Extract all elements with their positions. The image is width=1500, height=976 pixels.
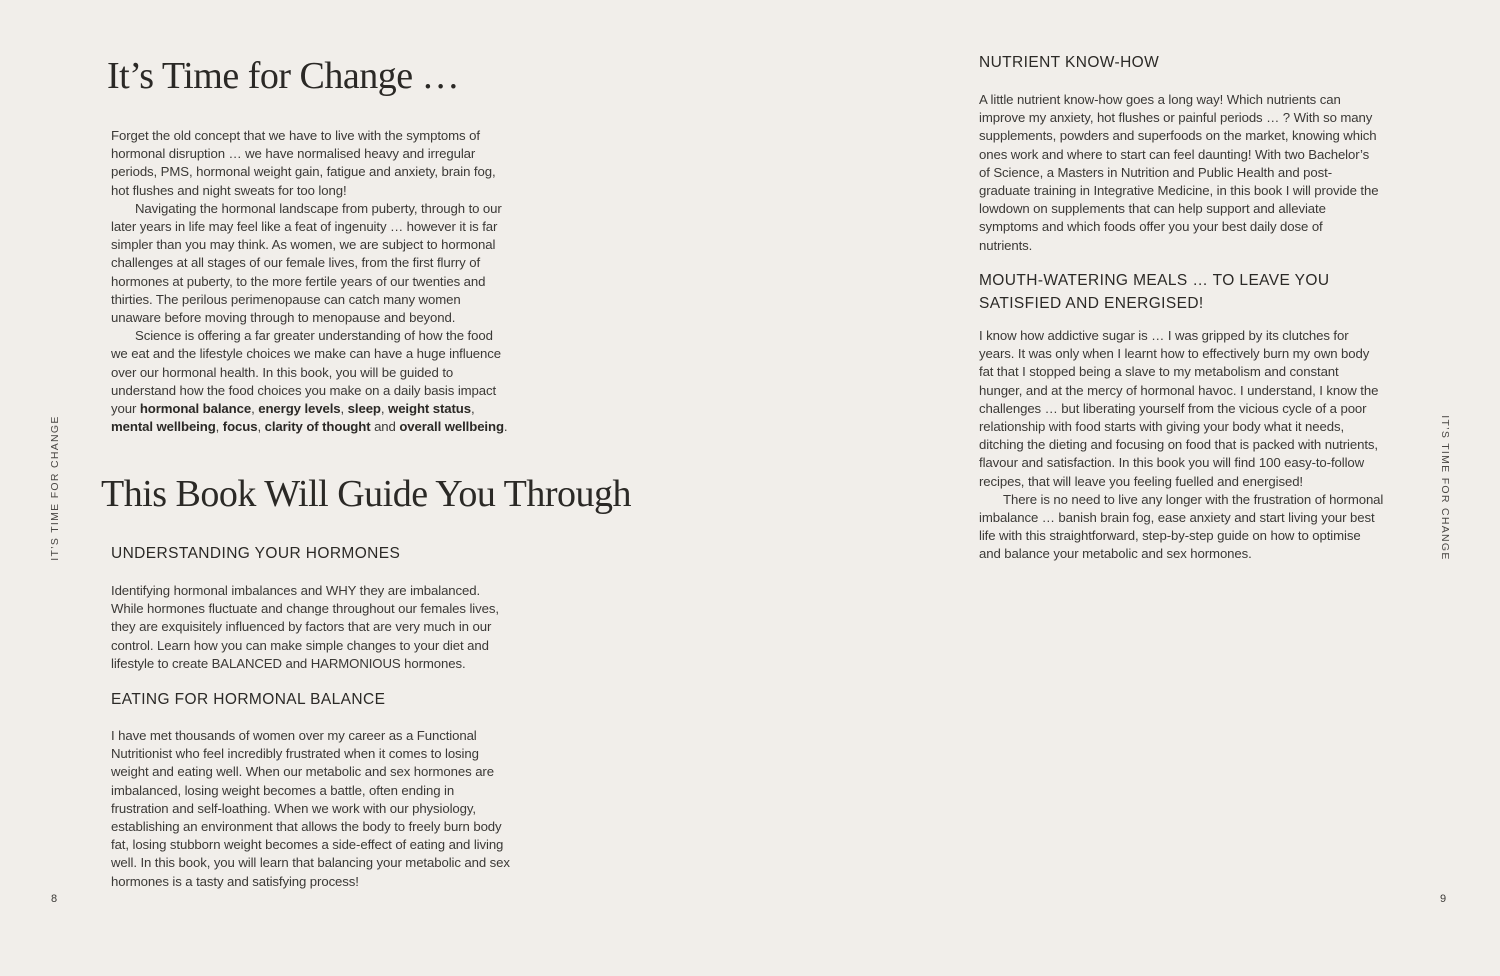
page-number-right: 9: [1440, 893, 1447, 905]
understanding-hormones-text: [111, 582, 511, 673]
intro-p3-start: Science is offering a far greater understanding of how the food we eat and the lifestyle choices we make can have a huge influence over our hormonal health. In this book, you will be guided to understand how the food choices you make on a daily basis impact your: [111, 328, 502, 417]
subheading-understanding-hormones: UNDERSTANDING YOUR HORMONES: [111, 545, 401, 562]
nutrient-paragraph: A little nutrient know-how goes a long way! Which nutrients can improve my anxiety, hot flushes or painful periods … ? With so many supplements, powders and superfoods on the market, knowing which ones work and where to start can feel daunting! With two Bachelor’s of Science, a Masters in Nutrition and Public Health and post-graduate training in Integrative Medicine, in this book I will provide the lowdown on supplements that can help support and alleviate symptoms and which foods offer you your best daily dose of nutrients.: [979, 92, 1379, 253]
highlight-clarity-of-thought: clarity of thought: [264, 419, 371, 435]
separator: ,: [215, 419, 223, 435]
highlight-energy-levels: energy levels: [258, 401, 341, 417]
separator: ,: [380, 401, 389, 417]
separator: ,: [471, 401, 475, 417]
separator: ,: [251, 401, 259, 417]
highlight-mental-wellbeing: mental wellbeing: [111, 419, 216, 435]
section-title-guide: This Book Will Guide You Through: [101, 473, 632, 515]
separator: and: [370, 419, 400, 435]
subheading-nutrient-know-how: NUTRIENT KNOW-HOW: [979, 54, 1160, 71]
separator: .: [503, 419, 508, 435]
understanding-paragraph: Identifying hormonal imbalances and WHY they are imbalanced. While hormones fluctuate and change throughout our females lives, they are exquisitely influenced by factors that are very much in our control. Learn how you can make simple changes to your diet and lifestyle to create BALANCED and HARMONIOUS hormones.: [111, 583, 499, 671]
right-page: [750, 0, 1500, 976]
section-title-change: It’s Time for Change …: [107, 55, 460, 97]
intro-text: [111, 127, 511, 436]
eating-paragraph: I have met thousands of women over my career as a Functional Nutritionist who feel incredibly frustrated when it comes to losing weight and eating well. When our metabolic and sex hormones are imbalanced, losing weight becomes a battle, often ending in frustration and self-loathing. When we work with our physiology, establishing an environment that allows the body to freely burn body fat, losing stubborn weight becomes a side-effect of eating and living well. In this book, you will learn that balancing your metabolic and sex hormones is a tasty and satisfying process!: [111, 728, 510, 889]
intro-paragraph-2: Navigating the hormonal landscape from puberty, through to our later years in life may feel like a feat of ingenuity … however it is far simpler than you may think. As women, we are subject to hormonal challenges at all stages of our female lives, from the first flurry of hormones at puberty, to the more fertile years of our twenties and thirties. The perilous perimenopause can catch many women unaware before moving through to menopause and beyond.: [111, 200, 502, 326]
highlight-overall-wellbeing: overall wellbeing: [399, 419, 504, 435]
page-number-left: 8: [51, 893, 58, 905]
highlight-weight-status: weight status: [388, 401, 471, 417]
highlight-focus: focus: [222, 419, 258, 435]
nutrient-know-how-text: [979, 91, 1379, 255]
intro-paragraph-1: Forget the old concept that we have to live with the symptoms of hormonal disruption … we have normalised heavy and irregular periods, PMS, hormonal weight gain, fatigue and anxiety, brain fog, hot flushes and night sweats for too long!: [111, 128, 496, 198]
highlight-sleep: sleep: [347, 401, 381, 417]
meals-paragraph-1: I know how addictive sugar is … I was gripped by its clutches for years. It was only when I learnt how to effectively burn my own body fat that I stopped being a slave to my metabolism and constant hunger, and at the mercy of hormonal havoc. I understand, I know the challenges … but liberating yourself from the vicious cycle of a poor relationship with food starts with giving your body what it needs, ditching the dieting and focusing on food that is packed with nutrients, flavour and satisfaction. In this book you will find 100 easy-to-follow recipes, that will leave you feeling fuelled and energised!: [979, 328, 1379, 489]
separator: ,: [257, 419, 265, 435]
separator: ,: [340, 401, 348, 417]
highlight-hormonal-balance: hormonal balance: [139, 401, 252, 417]
intro-paragraph-3: [111, 327, 511, 436]
running-head-right: IT’S TIME FOR CHANGE: [1439, 415, 1451, 561]
subheading-mouth-watering-meals: MOUTH-WATERING MEALS … TO LEAVE YOU SATISFIED AND ENERGISED!: [979, 272, 1330, 312]
subheading-eating-for-hormonal-balance: EATING FOR HORMONAL BALANCE: [111, 691, 386, 708]
eating-for-hormonal-balance-text: [111, 727, 511, 891]
running-head-left: IT’S TIME FOR CHANGE: [49, 415, 61, 561]
meals-paragraph-2: There is no need to live any longer with the frustration of hormonal imbalance … banish brain fog, ease anxiety and start living your best life with this straightforward, step-by-step guide on how to optimise and balance your metabolic and sex hormones.: [979, 491, 1384, 562]
mouth-watering-meals-text: [979, 327, 1384, 564]
